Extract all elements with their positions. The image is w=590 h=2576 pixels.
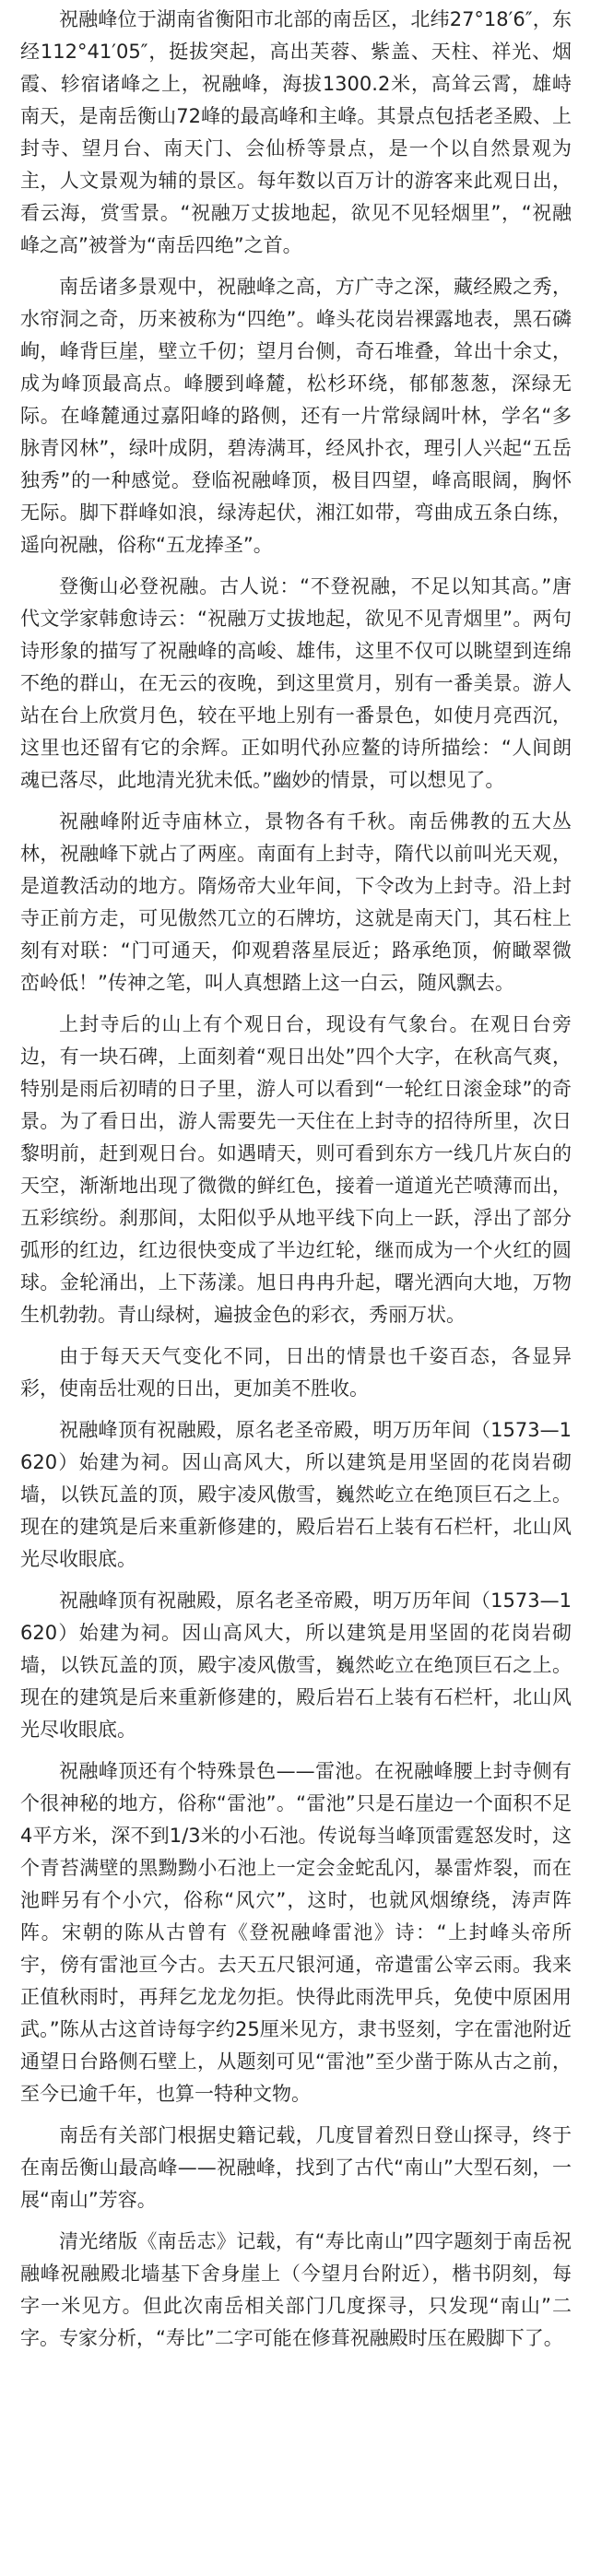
paragraph-gap — [20, 797, 572, 806]
article-paragraph-11: 清光绪版《南岳志》记载，有“寿比南山”四字题刻于南岳祝融峰祝融殿北墙基下舍身崖上（今望月台附近），楷书阴刻，每字一米见方。但此次南岳相关部门几度探寻，只发现“南山”二字。专家分析，“寿比”二字可能在修葺祝融殿时压在殿脚下了。 — [20, 2230, 572, 2349]
article-paragraph-2: 南岳诸多景观中，祝融峰之高，方广寺之深，藏经殿之秀，水帘洞之奇，历来被称为“四绝”。峰头花岗岩裸露地表，黑石磷峋，峰背巨崖，壁立千仞；望月台侧，奇石堆叠，耸出十余丈，成为峰顶最高点。峰腰到峰麓，松杉环绕，郁郁葱葱，深绿无际。在峰麓通过嘉阳峰的路侧，还有一片常绿阔叶林，学名“多脉青冈林”，绿叶成阴，碧涛满耳，经风扑衣，理引人兴起“五岳独秀”的一种感觉。登临祝融峰顶，极目四望，峰高眼阔，胸怀无际。脚下群峰如浪，绿涛起伏，湘江如带，弯曲成五条白练，遥向祝融，俗称“五龙捧圣”。 — [20, 276, 572, 556]
paragraph-gap — [20, 1576, 572, 1585]
paragraph-gap — [20, 2216, 572, 2226]
article-paragraph-9: 祝融峰顶还有个特殊景色——雷池。在祝融峰腰上封寺侧有个很神秘的地方，俗称“雷池”。“雷池”只是石崖边一个面积不足4平方米，深不到1/3米的小石池。传说每当峰顶雷霆怒发时，这个青苔满壁的黑黝黝小石池上一定会金蛇乱闪，暴雷炸裂，而在池畔另有个小穴，俗称“风穴”，这时，也就风烟缭绕，涛声阵阵。宋朝的陈从古曾有《登祝融峰雷池》诗：“上封峰头帝所宇，傍有雷池亘今古。去天五尺银河通，帝遣雷公宰云雨。我来正值秋雨时，再拜乞龙龙勿拒。快得此雨洗甲兵，免使中原困用武。”陈从古这首诗每字约25厘米见方，隶书竖刻，字在雷池附近通望日台路侧石壁上，从题刻可见“雷池”至少凿于陈从古之前，至今已逾千年，也算一特种文物。 — [20, 1760, 572, 2105]
paragraph-gap — [20, 1405, 572, 1414]
article-paragraph-6: 由于每天天气变化不同，日出的情景也千姿百态，各显异彩，使南岳壮观的日出，更加美不胜收。 — [20, 1345, 572, 1400]
paragraph-gap — [20, 262, 572, 271]
article-paragraph-1: 祝融峰位于湖南省衡阳市北部的南岳区，北纬27°18′6″，东经112°41′05″，挺拔突起，高出芙蓉、紫盖、天柱、祥光、烟霞、轸宿诸峰之上，祝融峰，海拔1300.2米，高耸云霄，雄峙南天，是南岳衡山72峰的最高峰和主峰。其景点包括老圣殿、上封寺、望月台、南天门、会仙桥等景点，是一个以自然景观为主，人文景观为辅的景区。每年数以百万计的游客来此观日出，看云海，赏雪景。“祝融万丈拔地起，欲见不见轻烟里”，“祝融峰之高”被誉为“南岳四绝”之首。 — [20, 8, 572, 256]
paragraph-gap — [20, 561, 572, 571]
paragraph-gap — [20, 2110, 572, 2120]
paragraph-gap — [20, 1331, 572, 1341]
article-paragraph-4: 祝融峰附近寺庙林立，景物各有千秋。南岳佛教的五大丛林，祝融峰下就占了两座。南面有上封寺，隋代以前叫光天观，是道教活动的地方。隋炀帝大业年间，下令改为上封寺。沿上封寺正前方走，可见傲然兀立的石牌坊，这就是南天门，其石柱上刻有对联：“门可通天，仰观碧落星辰近；路承绝顶，俯瞰翠微峦岭低！”传神之笔，叫人真想踏上这一白云，随风飘去。 — [20, 810, 572, 994]
article-paragraph-5: 上封寺后的山上有个观日台，现设有气象台。在观日台旁边，有一块石碑，上面刻着“观日出处”四个大字，在秋高气爽，特别是雨后初晴的日子里，游人可以看到“一轮红日滚金球”的奇景。为了看日出，游人需要先一天住在上封寺的招待所里，次日黎明前，赶到观日台。如遇晴天，则可看到东方一线几片灰白的天空，渐渐地出现了微微的鲜红色，接着一道道光芒喷薄而出，五彩缤纷。刹那间，太阳似乎从地平线下向上一跃，浮出了部分弧形的红边，红边很快变成了半边红轮，继而成为一个火红的圆球。金轮涌出，上下荡漾。旭日冉冉升起，曙光洒向大地，万物生机勃勃。青山绿树，遍披金色的彩衣，秀丽万状。 — [20, 1013, 572, 1326]
article-paragraph-3: 登衡山必登祝融。古人说：“不登祝融，不足以知其高。”唐代文学家韩愈诗云：“祝融万丈拔地起，欲见不见青烟里”。两句诗形象的描写了祝融峰的高峻、雄伟，这里不仅可以眺望到连绵不绝的群山，在无云的夜晚，到这里赏月，别有一番美景。游人站在台上欣赏月色，较在平地上别有一番景色，如使月亮西沉，这里也还留有它的余辉。正如明代孙应鳌的诗所描绘：“人间朗魂已落尽，此地清光犹未低。”幽妙的情景，可以想见了。 — [20, 575, 572, 791]
paragraph-gap — [20, 1746, 572, 1755]
paragraph-gap — [20, 999, 572, 1009]
article-paragraph-10: 南岳有关部门根据史籍记载，几度冒着烈日登山探寻，终于在南岳衡山最高峰——祝融峰，找到了古代“南山”大型石刻，一展“南山”芳容。 — [20, 2124, 572, 2211]
article-paragraph-8: 祝融峰顶有祝融殿，原名老圣帝殿，明万历年间（1573—1620）始建为祠。因山高风大，所以建筑是用坚固的花岗岩砌墙，以铁瓦盖的顶，殿宇凌风傲雪，巍然屹立在绝顶巨石之上。现在的建筑是后来重新修建的，殿后岩石上装有石栏杆，北山风光尽收眼底。 — [20, 1589, 572, 1741]
article-paragraph-7: 祝融峰顶有祝融殿，原名老圣帝殿，明万历年间（1573—1620）始建为祠。因山高风大，所以建筑是用坚固的花岗岩砌墙，以铁瓦盖的顶，殿宇凌风傲雪，巍然屹立在绝顶巨石之上。现在的建筑是后来重新修建的，殿后岩石上装有石栏杆，北山风光尽收眼底。 — [20, 1419, 572, 1570]
